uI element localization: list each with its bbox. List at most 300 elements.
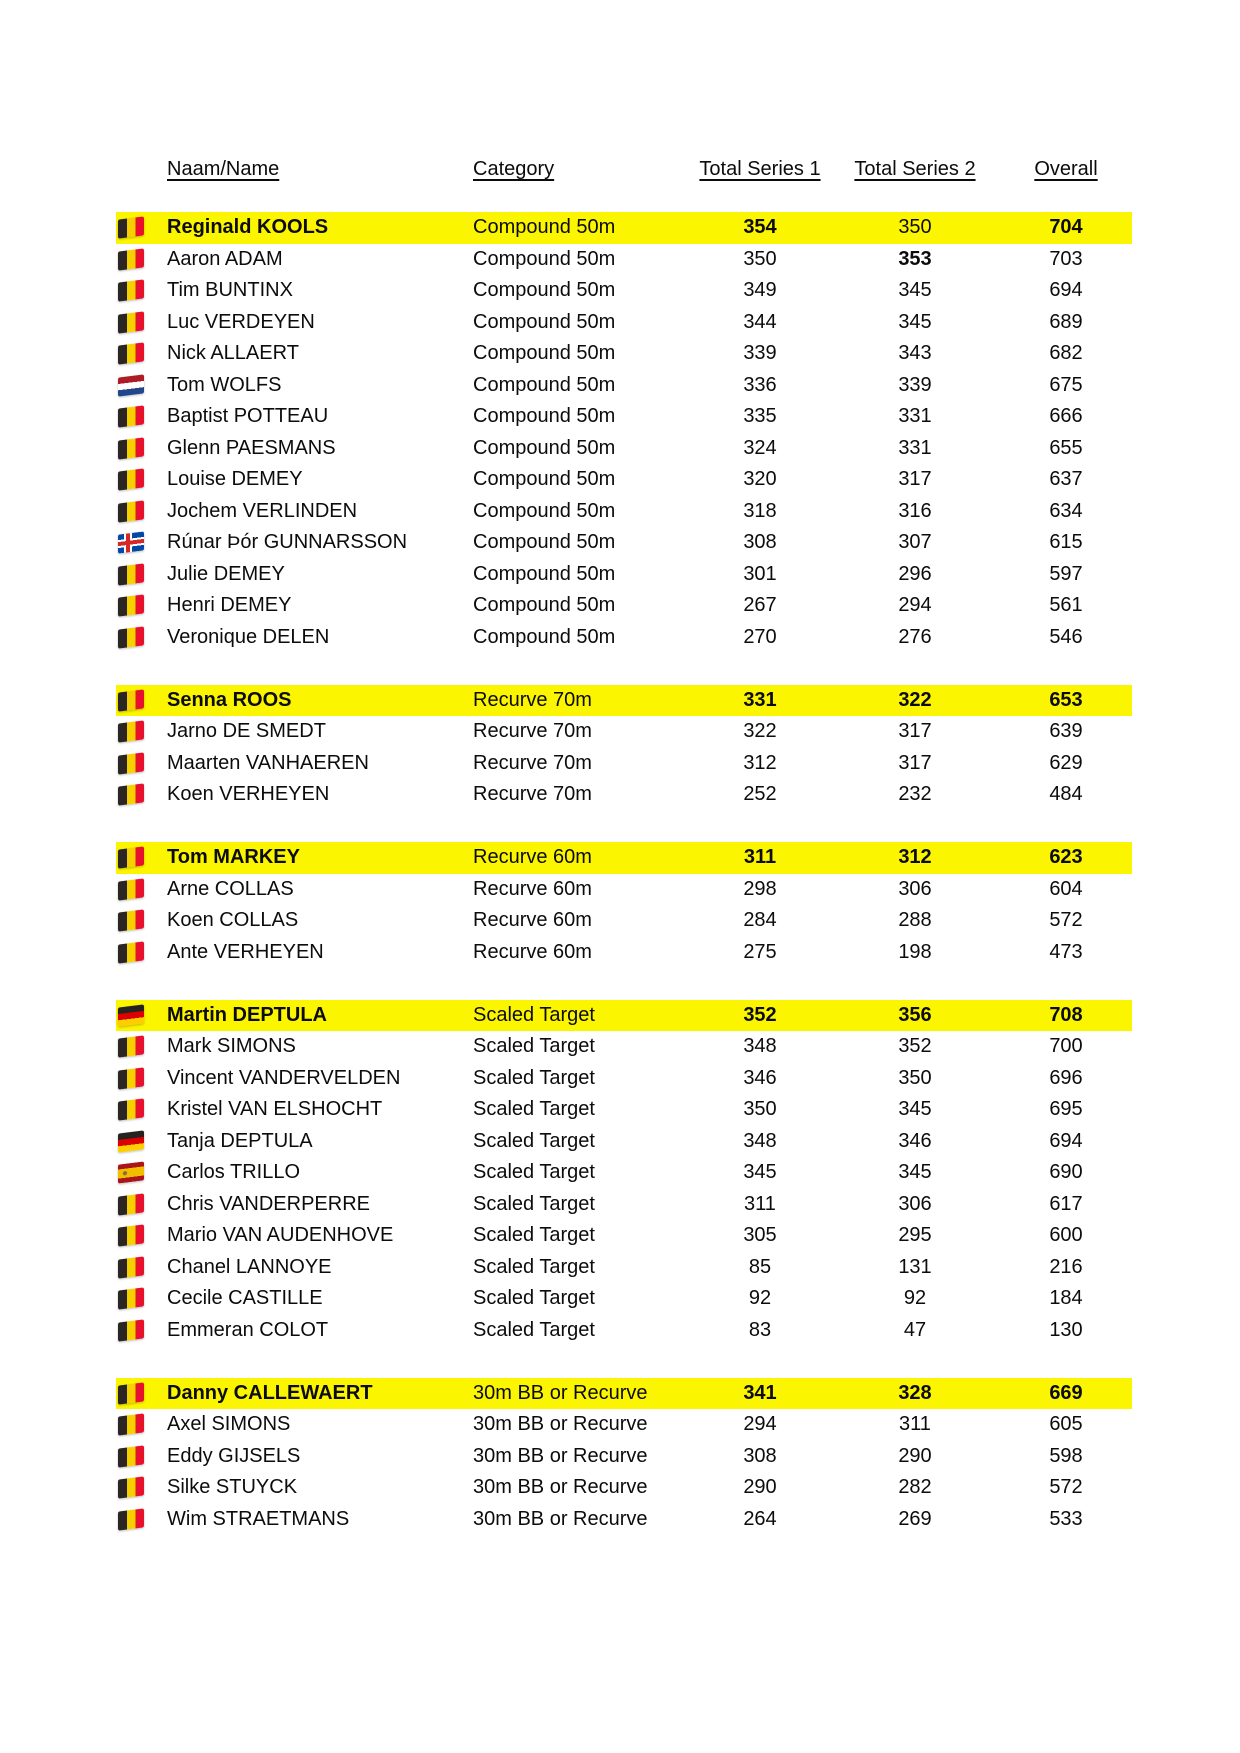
series2-score: 345 — [898, 310, 932, 333]
series1-score: 346 — [743, 1066, 777, 1089]
table-row — [116, 401, 1132, 433]
overall-score: 216 — [1049, 1255, 1083, 1278]
series1-score: 294 — [743, 1413, 777, 1436]
series2-score: 350 — [898, 216, 932, 239]
table-row — [116, 1157, 1132, 1189]
series1-score: 284 — [743, 909, 777, 932]
header-series1: Total Series 1 — [699, 158, 821, 180]
table-row — [116, 1472, 1132, 1504]
overall-score: 708 — [1049, 1003, 1083, 1026]
series2-score: 306 — [898, 1192, 932, 1215]
series1-score: 339 — [743, 342, 777, 365]
flag-cell — [116, 1031, 156, 1063]
archer-name: Louise DEMEY — [167, 468, 303, 491]
flag-cell — [116, 244, 156, 276]
flag-be-icon — [118, 469, 144, 491]
flag-be-icon — [118, 595, 144, 617]
table-row — [116, 1283, 1132, 1315]
table-row — [116, 464, 1132, 496]
archer-name: Koen COLLAS — [167, 909, 299, 932]
series1-score: 83 — [748, 1318, 772, 1341]
series2-score: 276 — [898, 625, 932, 648]
category-cell: Compound 50m — [473, 247, 616, 270]
category-cell: Scaled Target — [473, 1003, 595, 1026]
category-cell: Recurve 70m — [473, 751, 592, 774]
series2-score: 269 — [898, 1507, 932, 1530]
category-cell: 30m BB or Recurve — [473, 1413, 648, 1436]
flag-be-icon — [118, 1225, 144, 1247]
flag-cell — [116, 1283, 156, 1315]
flag-be-icon — [118, 280, 144, 302]
archer-name: Baptist POTTEAU — [167, 405, 329, 428]
table-header-row — [116, 154, 1132, 186]
archer-name: Tim BUNTINX — [167, 279, 293, 302]
series1-score: 305 — [743, 1224, 777, 1247]
series2-score: 294 — [898, 594, 932, 617]
flag-cell — [116, 370, 156, 402]
flag-be-icon — [118, 1477, 144, 1499]
table-row — [116, 779, 1132, 811]
series2-score: 306 — [898, 877, 932, 900]
category-group — [116, 212, 1132, 653]
flag-cell — [116, 1378, 156, 1410]
series2-score: 131 — [898, 1255, 932, 1278]
series1-score: 318 — [743, 499, 777, 522]
flag-be-icon — [118, 1256, 144, 1278]
series2-score: 317 — [898, 468, 932, 491]
flag-be-icon — [118, 689, 144, 711]
flag-cell — [116, 1504, 156, 1536]
series2-score: 316 — [898, 499, 932, 522]
overall-score: 473 — [1049, 940, 1083, 963]
overall-score: 533 — [1049, 1507, 1083, 1530]
archer-name: Luc VERDEYEN — [167, 310, 315, 333]
flag-is-icon — [118, 532, 144, 554]
overall-score: 604 — [1049, 877, 1083, 900]
flag-es-icon — [118, 1162, 144, 1184]
flag-be-icon — [118, 910, 144, 932]
flag-cell — [116, 1472, 156, 1504]
overall-score: 634 — [1049, 499, 1083, 522]
flag-cell — [116, 559, 156, 591]
overall-score: 637 — [1049, 468, 1083, 491]
overall-score: 704 — [1049, 216, 1083, 239]
flag-cell — [116, 842, 156, 874]
category-cell: Compound 50m — [473, 279, 616, 302]
flag-cell — [116, 464, 156, 496]
flag-be-icon — [118, 1099, 144, 1121]
category-cell: Scaled Target — [473, 1066, 595, 1089]
series2-score: 328 — [898, 1381, 932, 1404]
flag-cell — [116, 716, 156, 748]
overall-score: 682 — [1049, 342, 1083, 365]
series2-score: 296 — [898, 562, 932, 585]
category-cell: Scaled Target — [473, 1161, 595, 1184]
archer-name: Axel SIMONS — [167, 1413, 291, 1436]
flag-be-icon — [118, 847, 144, 869]
category-cell: Recurve 70m — [473, 720, 592, 743]
overall-score: 605 — [1049, 1413, 1083, 1436]
flag-cell — [116, 212, 156, 244]
category-cell: 30m BB or Recurve — [473, 1381, 648, 1404]
series1-score: 354 — [743, 216, 777, 239]
category-cell: Compound 50m — [473, 373, 616, 396]
archer-name: Veronique DELEN — [167, 625, 330, 648]
archer-name: Senna ROOS — [167, 688, 292, 711]
flag-cell — [116, 1441, 156, 1473]
overall-score: 623 — [1049, 846, 1083, 869]
series1-score: 308 — [743, 531, 777, 554]
series2-score: 345 — [898, 279, 932, 302]
flag-be-icon — [118, 878, 144, 900]
overall-score: 184 — [1049, 1287, 1083, 1310]
series2-score: 311 — [899, 1413, 931, 1436]
category-group — [116, 842, 1132, 968]
flag-be-icon — [118, 626, 144, 648]
table-row — [116, 716, 1132, 748]
table-row — [116, 338, 1132, 370]
overall-score: 703 — [1049, 247, 1083, 270]
overall-score: 597 — [1049, 562, 1083, 585]
flag-cell — [116, 1409, 156, 1441]
flag-be-icon — [118, 1508, 144, 1530]
flag-cell — [116, 1252, 156, 1284]
header-series2: Total Series 2 — [854, 158, 976, 180]
flag-be-icon — [118, 1319, 144, 1341]
table-row — [116, 590, 1132, 622]
archer-name: Eddy GIJSELS — [167, 1444, 301, 1467]
flag-be-icon — [118, 784, 144, 806]
flag-cell — [116, 1126, 156, 1158]
flag-be-icon — [118, 563, 144, 585]
archer-name: Kristel VAN ELSHOCHT — [167, 1098, 383, 1121]
winner-row — [116, 212, 1132, 244]
series2-score: 345 — [898, 1098, 932, 1121]
series1-score: 344 — [743, 310, 777, 333]
category-cell: Compound 50m — [473, 499, 616, 522]
archer-name: Maarten VANHAEREN — [167, 751, 369, 774]
category-cell: Scaled Target — [473, 1224, 595, 1247]
archer-name: Ante VERHEYEN — [167, 940, 324, 963]
category-cell: Compound 50m — [473, 468, 616, 491]
archer-name: Emmeran COLOT — [167, 1318, 329, 1341]
series2-score: 282 — [898, 1476, 932, 1499]
table-row — [116, 370, 1132, 402]
series1-score: 335 — [743, 405, 777, 428]
category-cell: Scaled Target — [473, 1098, 595, 1121]
archer-name: Jochem VERLINDEN — [167, 499, 358, 522]
flag-be-icon — [118, 721, 144, 743]
archer-name: Nick ALLAERT — [167, 342, 299, 365]
series1-score: 320 — [743, 468, 777, 491]
category-cell: Scaled Target — [473, 1035, 595, 1058]
category-cell: Compound 50m — [473, 594, 616, 617]
series2-score: 331 — [898, 405, 932, 428]
series2-score: 345 — [898, 1161, 932, 1184]
flag-nl-icon — [118, 374, 144, 396]
series1-score: 349 — [743, 279, 777, 302]
flag-cell — [116, 527, 156, 559]
series1-score: 345 — [743, 1161, 777, 1184]
header-overall: Overall — [1034, 158, 1098, 180]
overall-score: 696 — [1049, 1066, 1083, 1089]
overall-score: 546 — [1049, 625, 1083, 648]
table-row — [116, 559, 1132, 591]
header-name: Naam/Name — [167, 158, 280, 180]
flag-be-icon — [118, 1067, 144, 1089]
table-row — [116, 1220, 1132, 1252]
overall-score: 689 — [1049, 310, 1083, 333]
category-group — [116, 1000, 1132, 1347]
flag-cell — [116, 1220, 156, 1252]
flag-cell — [116, 590, 156, 622]
archer-name: Rúnar Þór GUNNARSSON — [167, 531, 408, 554]
flag-be-icon — [118, 343, 144, 365]
table-row — [116, 937, 1132, 969]
series1-score: 308 — [743, 1444, 777, 1467]
category-cell: Scaled Target — [473, 1318, 595, 1341]
category-group — [116, 1378, 1132, 1536]
series1-score: 290 — [743, 1476, 777, 1499]
series1-score: 311 — [743, 846, 777, 869]
flag-cell — [116, 1157, 156, 1189]
table-row — [116, 1063, 1132, 1095]
table-row — [116, 433, 1132, 465]
flag-cell — [116, 338, 156, 370]
category-group — [116, 685, 1132, 811]
series1-score: 341 — [743, 1381, 777, 1404]
category-cell: Compound 50m — [473, 216, 616, 239]
flag-cell — [116, 748, 156, 780]
overall-score: 572 — [1049, 1476, 1083, 1499]
flag-be-icon — [118, 941, 144, 963]
flag-be-icon — [118, 217, 144, 239]
archer-name: Arne COLLAS — [167, 877, 294, 900]
table-row — [116, 275, 1132, 307]
overall-score: 639 — [1049, 720, 1083, 743]
series2-score: 288 — [898, 909, 932, 932]
flag-cell — [116, 1000, 156, 1032]
winner-row — [116, 842, 1132, 874]
flag-cell — [116, 937, 156, 969]
archer-name: Tom MARKEY — [167, 846, 300, 869]
series2-score: 322 — [898, 688, 932, 711]
table-row — [116, 622, 1132, 654]
archer-name: Aaron ADAM — [167, 247, 283, 270]
series1-score: 348 — [743, 1129, 777, 1152]
overall-score: 600 — [1049, 1224, 1083, 1247]
overall-score: 655 — [1049, 436, 1083, 459]
overall-score: 130 — [1049, 1318, 1083, 1341]
flag-be-icon — [118, 1414, 144, 1436]
flag-cell — [116, 1063, 156, 1095]
archer-name: Koen VERHEYEN — [167, 783, 330, 806]
overall-score: 690 — [1049, 1161, 1083, 1184]
series2-score: 317 — [898, 720, 932, 743]
series2-score: 295 — [898, 1224, 932, 1247]
overall-score: 653 — [1049, 688, 1083, 711]
flag-cell — [116, 433, 156, 465]
series2-score: 339 — [898, 373, 932, 396]
flag-be-icon — [118, 1036, 144, 1058]
category-cell: Recurve 60m — [473, 909, 592, 932]
series1-score: 311 — [744, 1192, 776, 1215]
series2-score: 350 — [898, 1066, 932, 1089]
archer-name: Tanja DEPTULA — [167, 1129, 313, 1152]
overall-score: 572 — [1049, 909, 1083, 932]
overall-score: 598 — [1049, 1444, 1083, 1467]
flag-cell — [116, 874, 156, 906]
flag-cell — [116, 307, 156, 339]
winner-row — [116, 1000, 1132, 1032]
series1-score: 301 — [743, 562, 777, 585]
winner-row — [116, 685, 1132, 717]
flag-cell — [116, 685, 156, 717]
category-cell: Scaled Target — [473, 1287, 595, 1310]
series1-score: 322 — [743, 720, 777, 743]
category-cell: Compound 50m — [473, 342, 616, 365]
overall-score: 617 — [1049, 1192, 1083, 1215]
series2-score: 352 — [898, 1035, 932, 1058]
flag-cell — [116, 905, 156, 937]
overall-score: 700 — [1049, 1035, 1083, 1058]
flag-be-icon — [118, 1193, 144, 1215]
table-row — [116, 1504, 1132, 1536]
series1-score: 331 — [743, 688, 777, 711]
table-row — [116, 1441, 1132, 1473]
series1-score: 336 — [743, 373, 777, 396]
table-row — [116, 1031, 1132, 1063]
category-cell: Compound 50m — [473, 436, 616, 459]
category-cell: Scaled Target — [473, 1255, 595, 1278]
series1-score: 85 — [748, 1255, 772, 1278]
flag-be-icon — [118, 311, 144, 333]
archer-name: Henri DEMEY — [167, 594, 292, 617]
category-cell: Compound 50m — [473, 562, 616, 585]
archer-name: Chanel LANNOYE — [167, 1255, 332, 1278]
series1-score: 264 — [743, 1507, 777, 1530]
archer-name: Glenn PAESMANS — [167, 436, 336, 459]
flag-cell — [116, 496, 156, 528]
category-cell: Recurve 70m — [473, 688, 592, 711]
table-row — [116, 905, 1132, 937]
series2-score: 232 — [898, 783, 932, 806]
series2-score: 317 — [898, 751, 932, 774]
table-row — [116, 1189, 1132, 1221]
flag-cell — [116, 1094, 156, 1126]
overall-score: 561 — [1049, 594, 1083, 617]
flag-be-icon — [118, 500, 144, 522]
archer-name: Julie DEMEY — [167, 562, 285, 585]
flag-cell — [116, 275, 156, 307]
series2-score: 290 — [898, 1444, 932, 1467]
series2-score: 356 — [898, 1003, 932, 1026]
archer-name: Chris VANDERPERRE — [167, 1192, 370, 1215]
overall-score: 629 — [1049, 751, 1083, 774]
archer-name: Tom WOLFS — [167, 373, 282, 396]
category-cell: Compound 50m — [473, 625, 616, 648]
table-row — [116, 1315, 1132, 1347]
flag-cell — [116, 401, 156, 433]
archer-name: Reginald KOOLS — [167, 216, 329, 239]
category-cell: Compound 50m — [473, 310, 616, 333]
winner-row — [116, 1378, 1132, 1410]
overall-score: 484 — [1049, 783, 1083, 806]
flag-cell — [116, 622, 156, 654]
flag-de-icon — [118, 1130, 144, 1152]
archer-name: Danny CALLEWAERT — [167, 1381, 373, 1404]
series1-score: 312 — [743, 751, 777, 774]
flag-be-icon — [118, 752, 144, 774]
category-cell: Compound 50m — [473, 531, 616, 554]
archer-name: Carlos TRILLO — [167, 1161, 301, 1184]
overall-score: 694 — [1049, 1129, 1083, 1152]
flag-de-icon — [118, 1004, 144, 1026]
series1-score: 350 — [743, 1098, 777, 1121]
archer-name: Mario VAN AUDENHOVE — [167, 1224, 394, 1247]
overall-score: 666 — [1049, 405, 1083, 428]
table-row — [116, 496, 1132, 528]
header-flag-spacer — [116, 154, 156, 186]
flag-be-icon — [118, 1445, 144, 1467]
category-cell: Recurve 60m — [473, 877, 592, 900]
series2-score: 92 — [903, 1287, 927, 1310]
table-row — [116, 1409, 1132, 1441]
archer-name: Wim STRAETMANS — [167, 1507, 350, 1530]
category-cell: Compound 50m — [473, 405, 616, 428]
category-cell: Recurve 60m — [473, 940, 592, 963]
series1-score: 324 — [743, 436, 777, 459]
table-row — [116, 1126, 1132, 1158]
archer-name: Martin DEPTULA — [167, 1003, 327, 1026]
flag-cell — [116, 779, 156, 811]
table-row — [116, 748, 1132, 780]
header-category: Category — [473, 158, 555, 180]
archer-name: Vincent VANDERVELDEN — [167, 1066, 401, 1089]
series2-score: 346 — [898, 1129, 932, 1152]
series2-score: 198 — [898, 940, 932, 963]
series1-score: 270 — [743, 625, 777, 648]
series1-score: 348 — [743, 1035, 777, 1058]
category-cell: 30m BB or Recurve — [473, 1476, 648, 1499]
overall-score: 695 — [1049, 1098, 1083, 1121]
category-cell: 30m BB or Recurve — [473, 1444, 648, 1467]
overall-score: 694 — [1049, 279, 1083, 302]
flag-cell — [116, 1189, 156, 1221]
archer-name: Mark SIMONS — [167, 1035, 296, 1058]
series2-score: 331 — [898, 436, 932, 459]
series1-score: 92 — [748, 1287, 772, 1310]
overall-score: 675 — [1049, 373, 1083, 396]
series2-score: 47 — [903, 1318, 927, 1341]
series2-score: 307 — [898, 531, 932, 554]
series2-score: 312 — [898, 846, 932, 869]
series1-score: 350 — [743, 247, 777, 270]
overall-score: 669 — [1049, 1381, 1083, 1404]
overall-score: 615 — [1049, 531, 1083, 554]
category-cell: Recurve 60m — [473, 846, 592, 869]
archer-name: Jarno DE SMEDT — [167, 720, 326, 743]
series1-score: 267 — [743, 594, 777, 617]
table-row — [116, 527, 1132, 559]
archer-name: Cecile CASTILLE — [167, 1287, 323, 1310]
flag-be-icon — [118, 1382, 144, 1404]
results-table — [116, 212, 1132, 1567]
series1-score: 252 — [743, 783, 777, 806]
flag-cell — [116, 1315, 156, 1347]
table-row — [116, 1094, 1132, 1126]
series1-score: 298 — [743, 877, 777, 900]
